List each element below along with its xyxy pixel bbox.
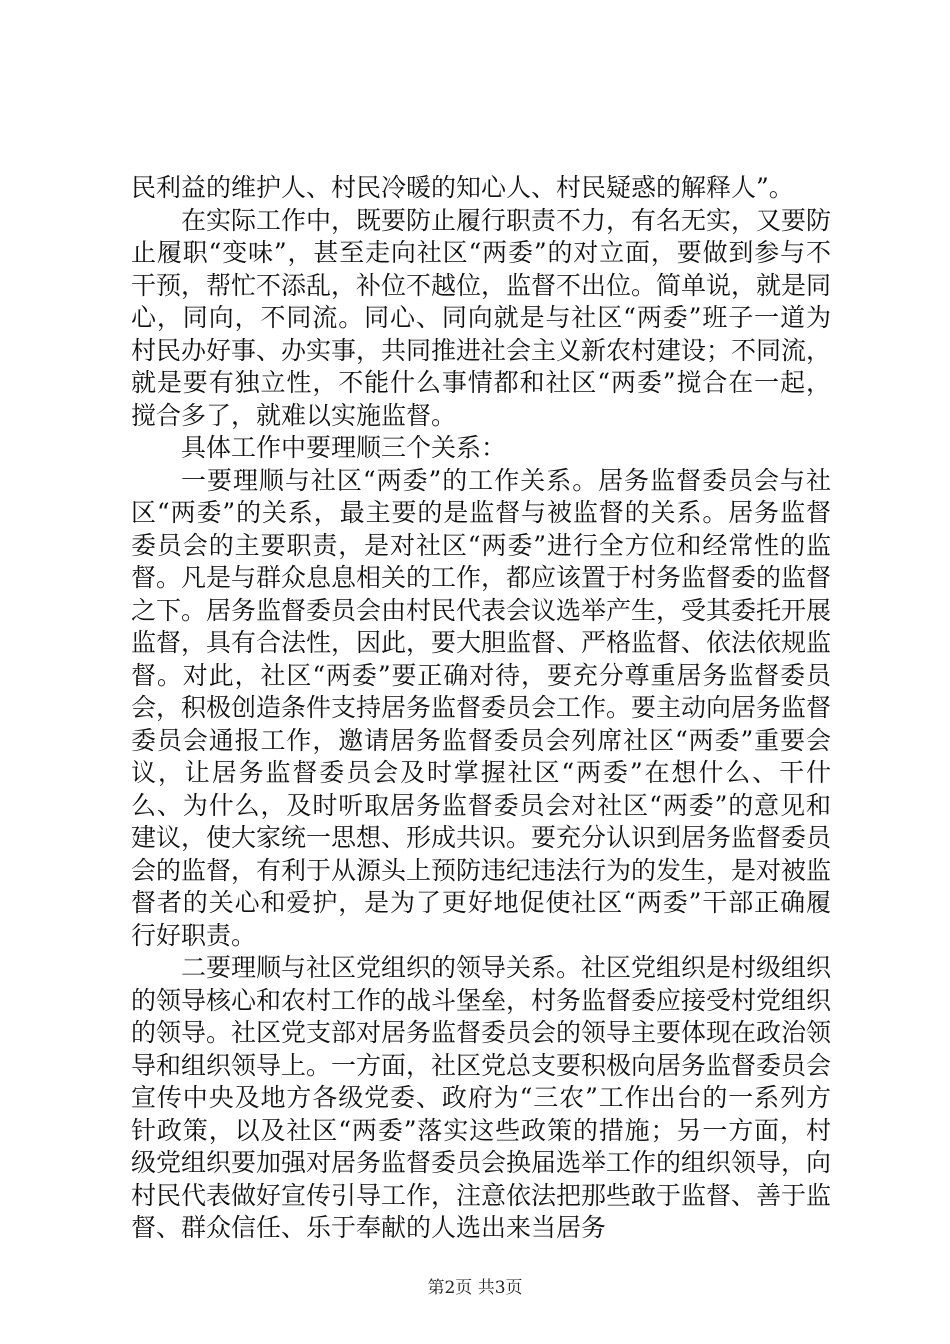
paragraph-3: 具体工作中要理顺三个关系： (181, 433, 507, 462)
paragraph-1: 民利益的维护人、村民冷暖的知心人、村民疑惑的解释人”。 (131, 173, 794, 202)
paragraph-5: 二要理顺与社区党组织的领导关系。社区党组织是村级组织的领导核心和农村工作的战斗堡垒，村务监督委应接受村党组织的领导。社区党支部对居务监督委员会的领导主要体现在政治领导和组织领导上。一方面，社区党总支要积极向居务监督委员会宣传中央及地方各级党委、政府为“三农”工作出台的一系列方针政策，以及社区“两委”落实这些政策的措施；另一方面，村级党组织要加强对居务监督委员会换届选举工作的组织领导，向村民代表做好宣传引导工作，注意依法把那些敢于监督、善于监督、群众信任、乐于奉献的人选出来当居务 (131, 953, 832, 1242)
page-footer (0, 1277, 950, 1299)
paragraph-4: 一要理顺与社区“两委”的工作关系。居务监督委员会与社区“两委”的关系，最主要的是监督与被监督的关系。居务监督委员会的主要职责，是对社区“两委”进行全方位和经常性的监督。凡是与群众息息相关的工作，都应该置于村务监督委的监督之下。居务监督委员会由村民代表会议选举产生，受其委托开展监督，具有合法性，因此，要大胆监督、严格监督、依法依规监督。对此，社区“两委”要正确对待，要充分尊重居务监督委员会，积极创造条件支持居务监督委员会工作。要主动向居务监督委员会通报工作，邀请居务监督委员会列席社区“两委”重要会议，让居务监督委员会及时掌握社区“两委”在想什么、干什么、为什么，及时听取居务监督委员会对社区“两委”的意见和建议，使大家统一思想、形成共识。要充分认识到居务监督委员会的监督，有利于从源头上预防违纪违法行为的发生，是对被监督者的关心和爱护，是为了更好地促使社区“两委”干部正确履行好职责。 (131, 465, 832, 950)
paragraph-2: 在实际工作中，既要防止履行职责不力，有名无实，又要防止履职“变味”，甚至走向社区“两委”的对立面，要做到参与不干预，帮忙不添乱，补位不越位，监督不出位。简单说，就是同心，同向，不同流。同心、同向就是与社区“两委”班子一道为村民办好事、办实事，共同推进社会主义新农村建设；不同流，就是要有独立性，不能什么事情都和社区“两委”搅合在一起，搅合多了，就难以实施监督。 (131, 205, 832, 430)
document-body (131, 172, 831, 1245)
page-number-label: 第2页 共3页 (427, 1278, 523, 1298)
